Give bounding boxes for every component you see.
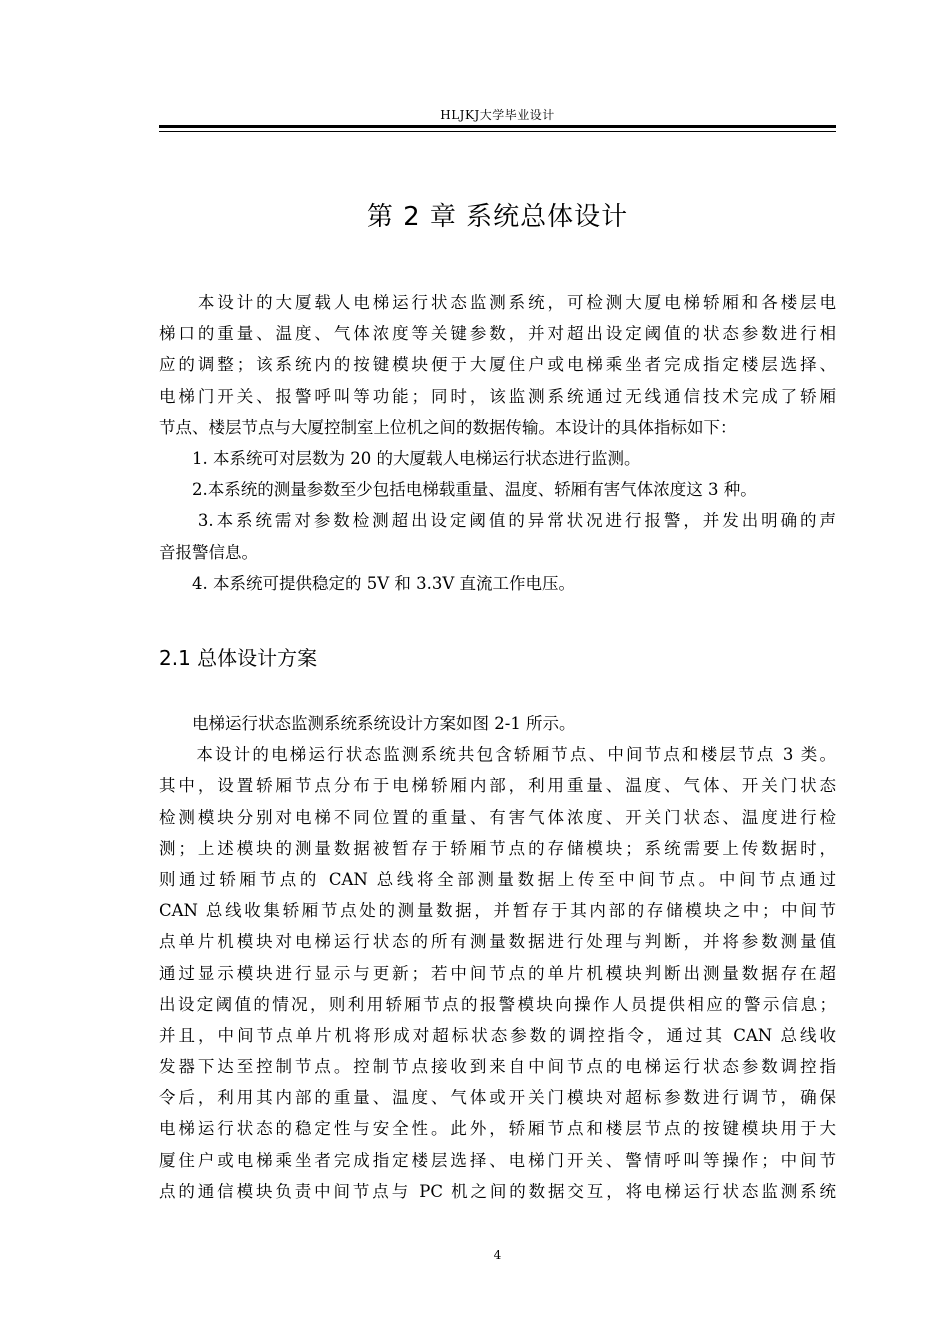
text-line: 本设计的大厦载人电梯运行状态监测系统，可检测大厦电梯轿厢和各楼层电 — [159, 293, 836, 312]
indicator-item-3: 3.本系统需对参数检测超出设定阈值的异常状况进行报警，并发出明确的声 — [159, 511, 836, 531]
indicator-list — [159, 443, 836, 599]
text-line: 梯口的重量、温度、气体浓度等关键参数，并对超出设定阈值的状态参数进行相 — [159, 324, 836, 344]
text-line: 应的调整；该系统内的按键模块便于大厦住户或电梯乘坐者完成指定楼层选择、 — [159, 355, 836, 375]
text-line: 电梯门开关、报警呼叫等功能；同时，该监测系统通过无线通信技术完成了轿厢 — [159, 386, 836, 406]
text-line: 令后，利用其内部的重量、温度、气体或开关门模块对超标参数进行调节，确保 — [159, 1088, 836, 1108]
indicator-item-3-cont: 音报警信息。 — [159, 542, 258, 562]
text-line: 测；上述模块的测量数据被暂存于轿厢节点的存储模块；系统需要上传数据时， — [159, 838, 836, 858]
text-line: 其中，设置轿厢节点分布于电梯轿厢内部，利用重量、温度、气体、开关门状态 — [159, 776, 836, 796]
header-rule-thin — [159, 131, 836, 132]
running-header: HLJKJ大学毕业设计 — [440, 108, 555, 122]
section-body — [159, 708, 836, 1207]
text-line: 本设计的电梯运行状态监测系统共包含轿厢节点、中间节点和楼层节点 3 类。 — [159, 745, 836, 765]
indicator-item-1: 1. 本系统可对层数为 20 的大厦载人电梯运行状态进行监测。 — [159, 449, 641, 468]
indicator-item-2: 2.本系统的测量参数至少包括电梯载重量、温度、轿厢有害气体浓度这 3 种。 — [159, 480, 757, 500]
text-line: 节点、楼层节点与大厦控制室上位机之间的数据传输。本设计的具体指标如下： — [159, 417, 737, 437]
text-line: 出设定阈值的情况，则利用轿厢节点的报警模块向操作人员提供相应的警示信息； — [159, 994, 836, 1014]
text-line: CAN 总线收集轿厢节点处的测量数据，并暂存于其内部的存储模块之中；中间节 — [159, 901, 836, 921]
chapter-title: 第 2 章 系统总体设计 — [366, 202, 629, 232]
text-line: 厦住户或电梯乘坐者完成指定楼层选择、电梯门开关、警情呼叫等操作；中间节 — [159, 1150, 836, 1170]
page-number: 4 — [493, 1248, 502, 1262]
text-line: 则通过轿厢节点的 CAN 总线将全部测量数据上传至中间节点。中间节点通过 — [159, 869, 836, 889]
intro-paragraph — [159, 287, 836, 443]
text-line: 电梯运行状态监测系统系统设计方案如图 2-1 所示。 — [159, 714, 576, 733]
text-line: 并且，中间节点单片机将形成对超标状态参数的调控指令，通过其 CAN 总线收 — [159, 1025, 836, 1045]
text-line: 电梯运行状态的稳定性与安全性。此外，轿厢节点和楼层节点的按键模块用于大 — [159, 1119, 836, 1139]
text-line: 检测模块分别对电梯不同位置的重量、有害气体浓度、开关门状态、温度进行检 — [159, 807, 836, 827]
text-line: 通过显示模块进行显示与更新；若中间节点的单片机模块判断出测量数据存在超 — [159, 963, 836, 983]
section-title: 2.1 总体设计方案 — [159, 646, 318, 670]
header-rule-thick — [159, 125, 836, 128]
indicator-item-4: 4. 本系统可提供稳定的 5V 和 3.3V 直流工作电压。 — [159, 573, 576, 593]
text-line: 发器下达至控制节点。控制节点接收到来自中间节点的电梯运行状态参数调控指 — [159, 1057, 836, 1077]
text-line: 点单片机模块对电梯运行状态的所有测量数据进行处理与判断，并将参数测量值 — [159, 932, 836, 952]
text-line: 点的通信模块负责中间节点与 PC 机之间的数据交互，将电梯运行状态监测系统 — [159, 1181, 836, 1201]
